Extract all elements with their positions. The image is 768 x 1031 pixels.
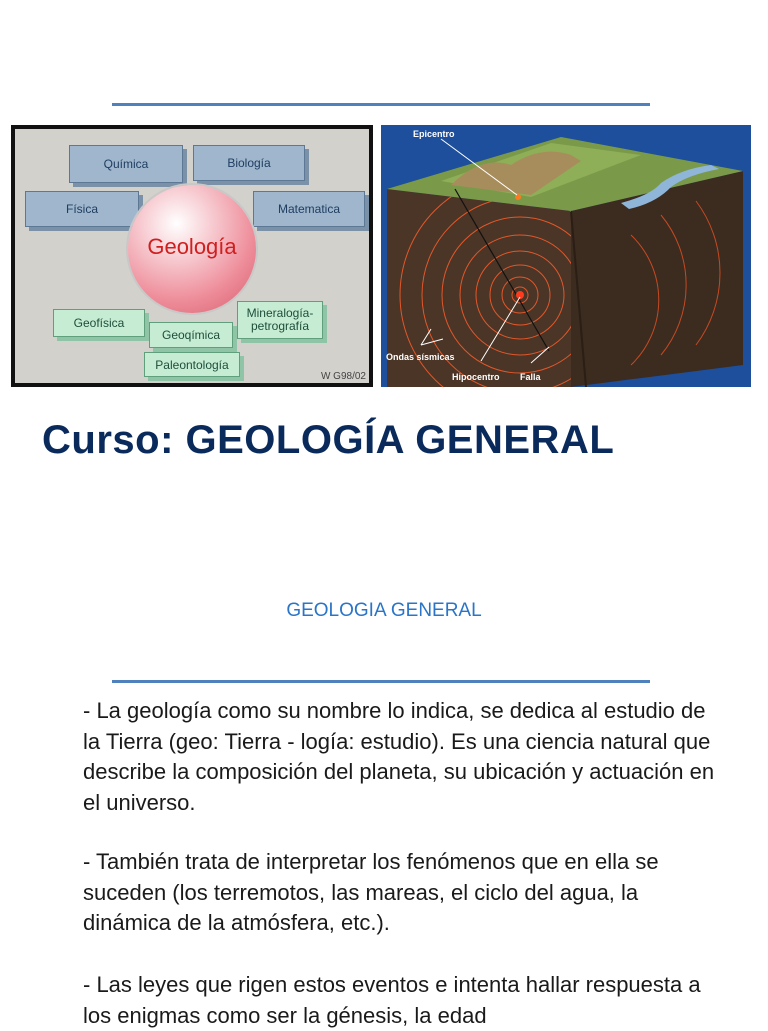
course-title: Curso: GEOLOGÍA GENERAL xyxy=(42,418,615,462)
label-geofisica: Geofísica xyxy=(73,316,125,330)
geology-disciplines-diagram xyxy=(11,125,373,387)
box-geoquimica xyxy=(149,322,233,348)
middle-divider xyxy=(112,680,650,683)
epicentre-dot xyxy=(515,194,521,200)
label-ondas-sismicas: Ondas sísmicas xyxy=(386,352,455,362)
box-paleontologia xyxy=(144,352,240,377)
label-fisica: Física xyxy=(65,202,98,216)
top-divider xyxy=(112,103,650,106)
label-paleontologia: Paleontología xyxy=(155,357,229,372)
figure-credit: W G98/02 xyxy=(320,371,366,382)
box-mineralogia xyxy=(237,301,323,339)
geologia-label: Geología xyxy=(147,234,237,259)
label-mineralogia: Mineralogía- petrografía xyxy=(246,306,314,333)
box-geofisica xyxy=(53,309,145,337)
box-fisica xyxy=(25,191,139,227)
earthquake-illustration xyxy=(381,125,751,387)
label-biologia: Biología xyxy=(227,156,271,170)
paragraph-2: - También trata de interpretar los fenómenos que en ella se suceden (los terremotos, las mareas, el ciclo del agua, la dinámica de la atmósfera, etc.). xyxy=(83,849,659,935)
label-falla: Falla xyxy=(520,372,541,382)
label-hipocentro: Hipocentro xyxy=(452,372,500,382)
paragraph-1: - La geología como su nombre lo indica, se dedica al estudio de la Tierra (geo: Tierra - logía: estudio). Es una ciencia natural que describe la composición del planeta, su ubicación y actuación en el universo. xyxy=(83,698,715,815)
label-matematica: Matematica xyxy=(277,202,341,216)
box-quimica xyxy=(69,145,183,183)
label-epicentro: Epicentro xyxy=(413,129,455,139)
paragraph-3: - Las leyes que rigen estos eventos e intenta hallar respuesta a los enigmas como ser la génesis, la edad xyxy=(83,972,701,1028)
label-geoquimica: Geoqímica xyxy=(161,328,221,342)
earthquake-block-diagram xyxy=(381,125,751,387)
section-heading: GEOLOGIA GENERAL xyxy=(286,600,482,621)
box-matematica xyxy=(253,191,365,227)
label-quimica: Química xyxy=(103,157,149,171)
box-biologia xyxy=(193,145,305,181)
